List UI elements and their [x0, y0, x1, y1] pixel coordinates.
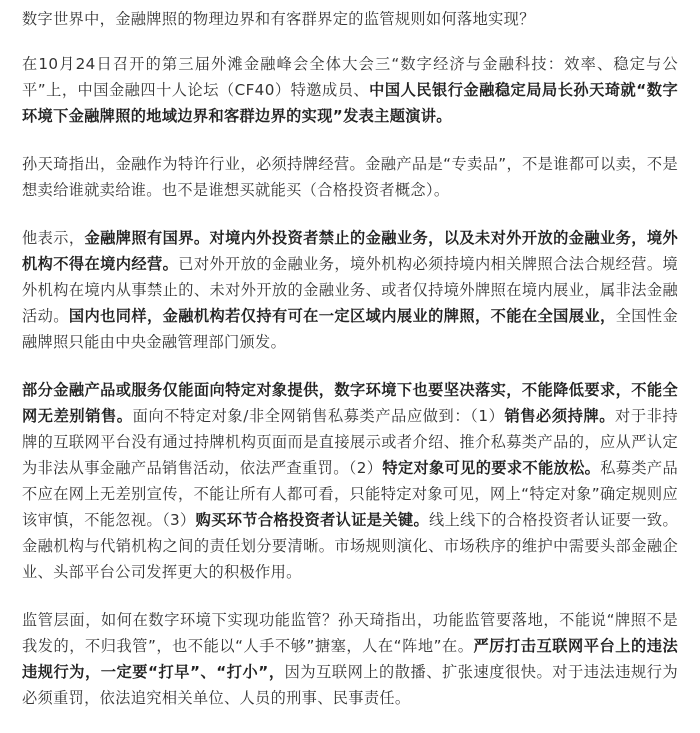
text-segment: 对于非持牌的互联网平台没有通过持牌机构页面而是直接展示或者介绍、推介私募类产品的，应从严认定为非法从事金融产品销售活动，依法严查重罚。（2）	[22, 407, 678, 477]
text-segment: 因为互联网上的散播、扩张速度很快。对于违法违规行为必须重罚，依法追究相关单位、人员的刑事、民事责任。	[22, 663, 679, 707]
bold-text-segment: 购买环节合格投资者认证是关键。	[195, 511, 430, 529]
text-segment: 全国性金融牌照只能由中央金融管理部门颁发。	[22, 307, 679, 351]
text-segment: 孙天琦指出，金融作为特许行业，必须持牌经营。金融产品是“专卖品”，不是谁都可以卖，不是想卖给谁就卖给谁。也不是谁想买就能买（合格投资者概念）。	[22, 155, 678, 199]
article-paragraph	[22, 151, 678, 203]
article-paragraph	[22, 6, 678, 32]
article-body	[22, 6, 678, 733]
bold-text-segment: 国内也同样，金融机构若仅持有可在一定区域内展业的牌照，不能在全国展业，	[68, 307, 616, 325]
bold-text-segment: 部分金融产品或服务仅能面向特定对象提供，数字环境下也要坚决落实，不能降低要求，不能全网无差别销售。	[22, 381, 678, 425]
article-paragraph	[22, 607, 678, 711]
article-paragraph	[22, 51, 678, 129]
text-segment: 数字世界中，金融牌照的物理边界和有客群界定的监管规则如何落地实现？	[22, 10, 535, 28]
bold-text-segment: 中国人民银行金融稳定局局长孙天琦就“数字环境下金融牌照的地域边界和客群边界的实现”发表主题演讲。	[22, 81, 679, 125]
bold-text-segment: 销售必须持牌。	[504, 407, 616, 425]
text-segment: 线上线下的合格投资者认证要一致。金融机构与代销机构之间的责任划分要清晰。市场规则演化、市场秩序的维护中需要头部金融企业、头部平台公司发挥更大的积极作用。	[22, 511, 679, 581]
article-paragraph	[22, 377, 678, 585]
text-segment: 面向不特定对象/非全网销售私募类产品应做到：（1）	[132, 407, 505, 425]
text-segment: 在10月24日召开的第三届外滩金融峰会全体大会三“数字经济与金融科技：效率、稳定与公平”上，中国金融四十人论坛（CF40）特邀成员、	[22, 55, 678, 99]
bold-text-segment: 特定对象可见的要求不能放松。	[382, 459, 601, 477]
text-segment: 已对外开放的金融业务，境外机构必须持境内相关牌照合法合规经营。境外机构在境内从事禁止的、未对外开放的金融业务、或者仅持境外牌照在境内展业，属非法金融活动。	[22, 255, 679, 325]
bold-text-segment: 金融牌照有国界。对境内外投资者禁止的金融业务，以及未对外开放的金融业务，境外机构不得在境内经营。	[22, 229, 678, 273]
text-segment: 私募类产品不应在网上无差别宣传，不能让所有人都可看，只能特定对象可见，网上“特定对象”确定规则应该审慎，不能忽视。（3）	[22, 459, 679, 529]
text-segment: 他表示，	[22, 229, 85, 247]
bold-text-segment: 严厉打击互联网平台上的违法违规行为，一定要“打早”、“打小”，	[22, 637, 678, 681]
article-paragraph	[22, 225, 678, 355]
text-segment: 监管层面，如何在数字环境下实现功能监管？孙天琦指出，功能监管要落地，不能说“牌照不是我发的，不归我管”，也不能以“人手不够”搪塞，人在“阵地”在。	[22, 611, 678, 655]
